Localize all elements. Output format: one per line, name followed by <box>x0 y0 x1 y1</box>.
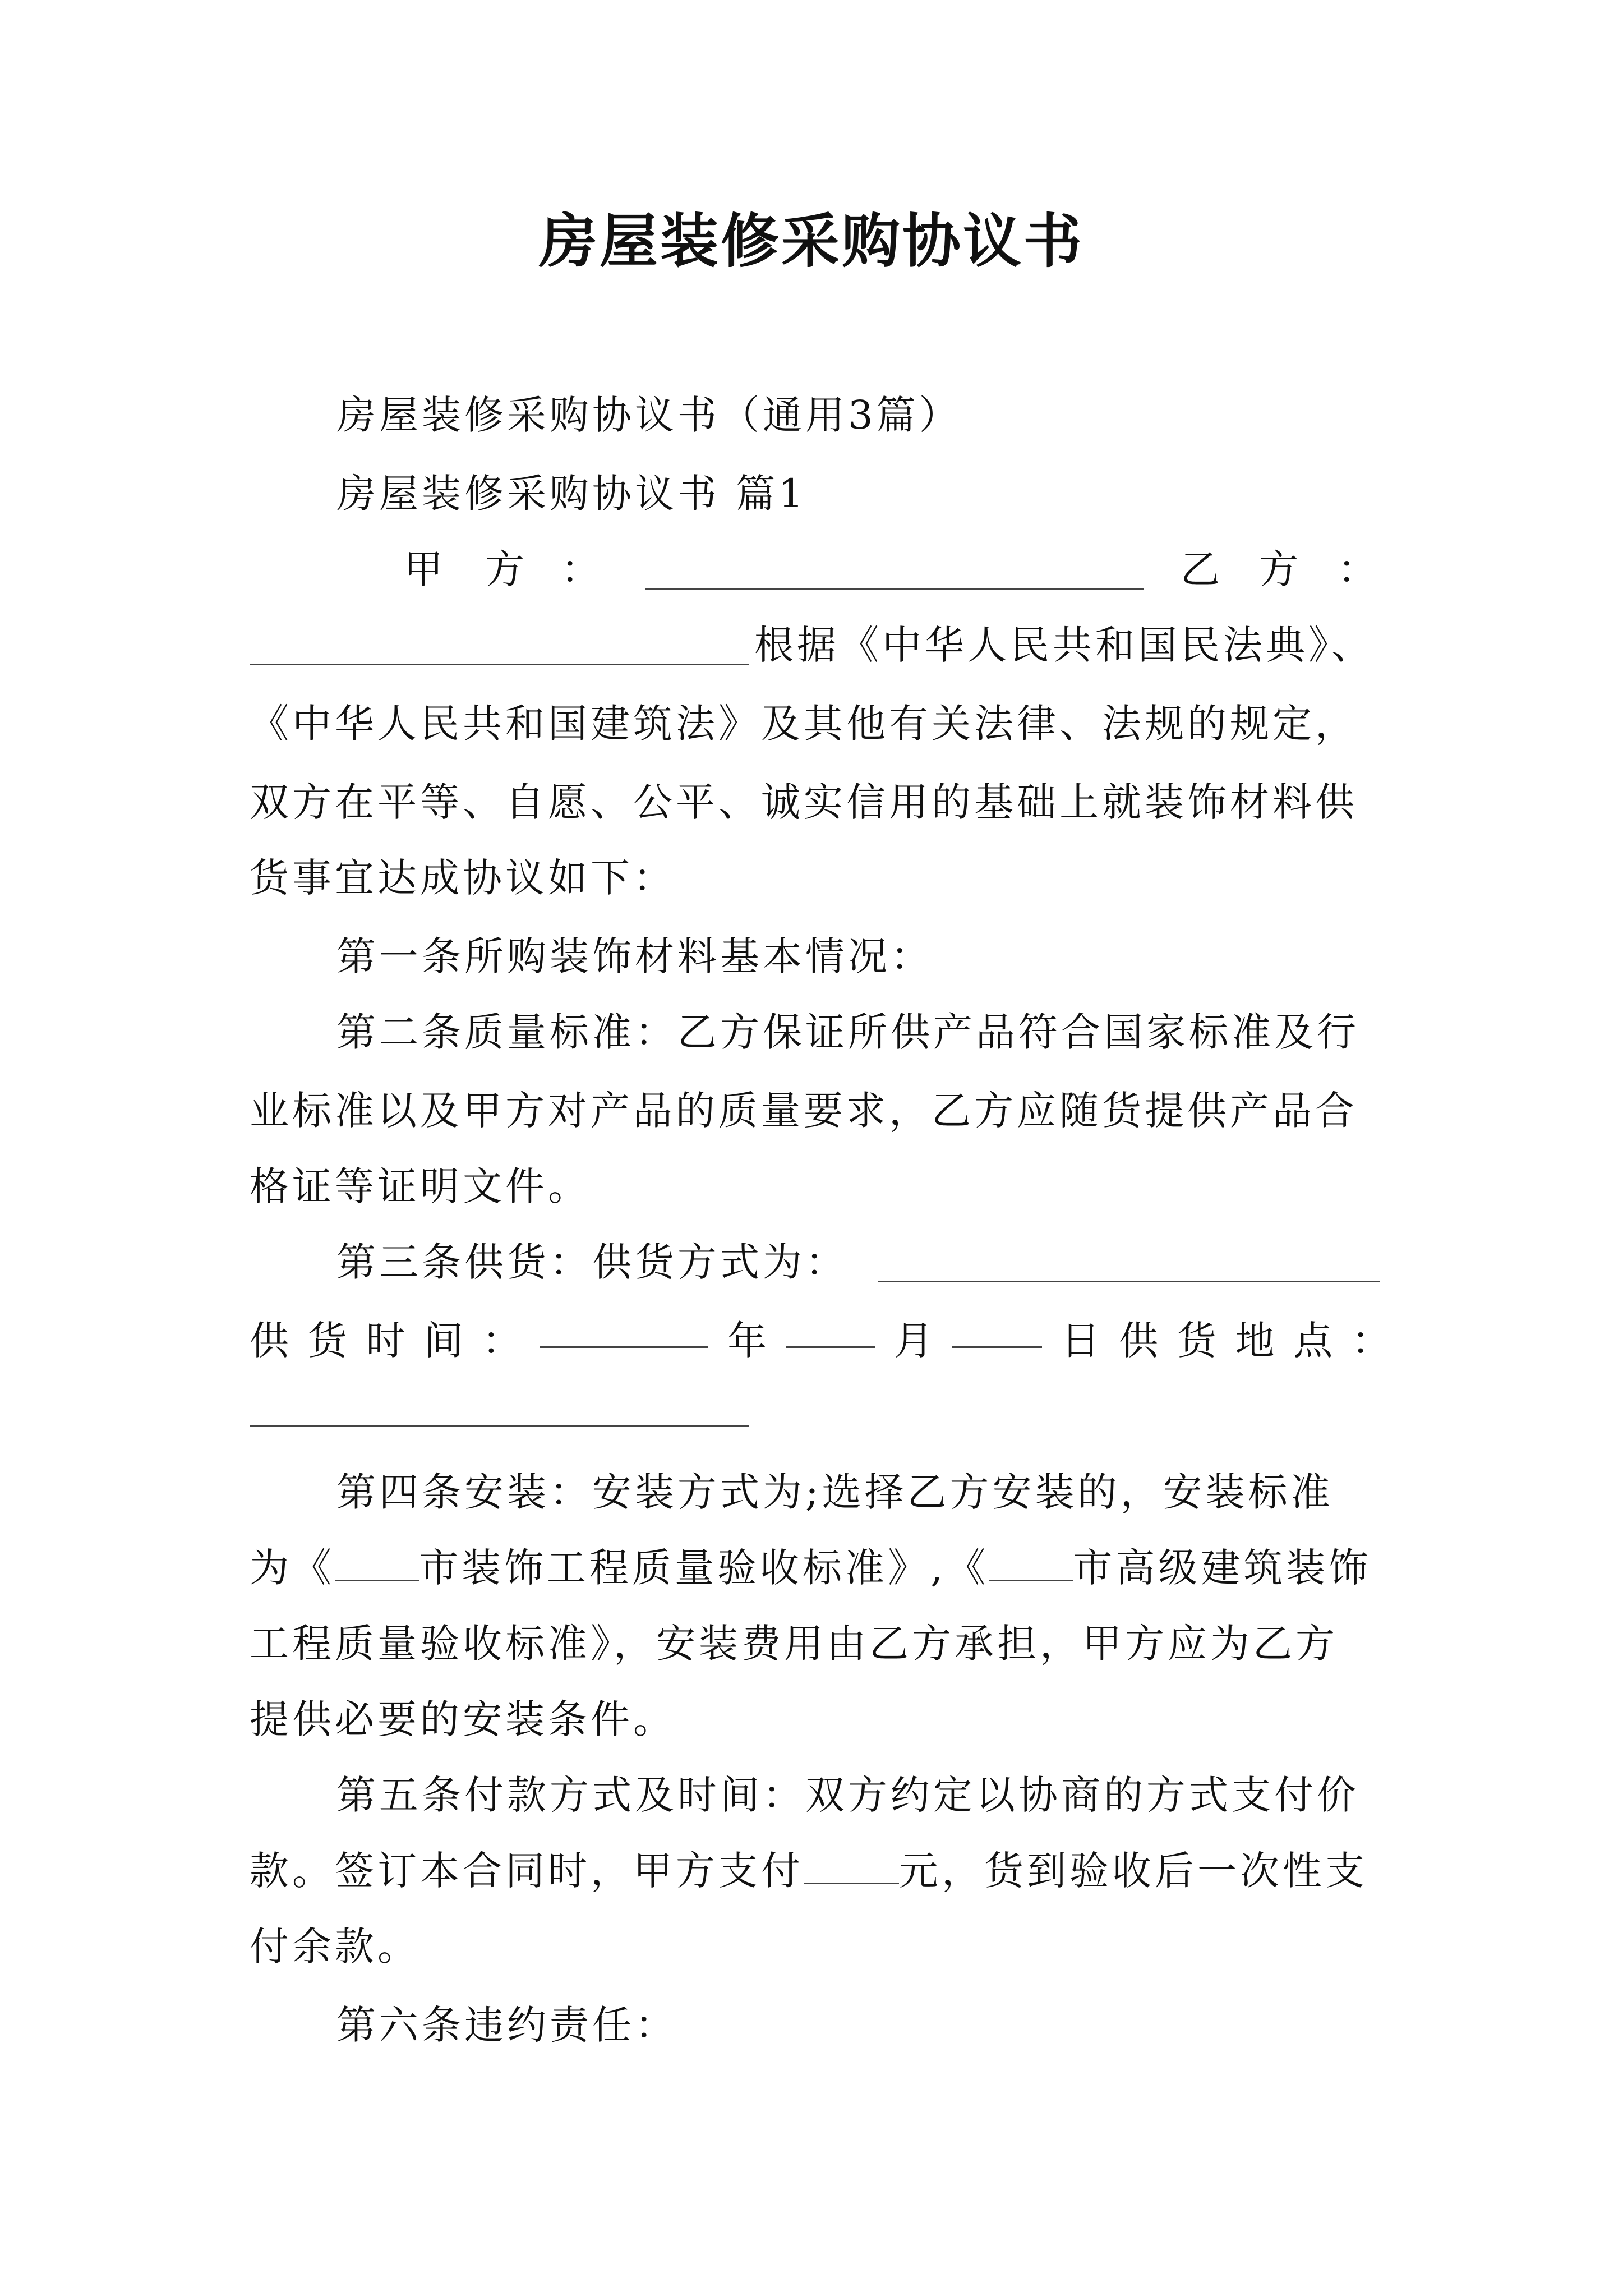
article-5-line1: 第五条付款方式及时间：双方约定以协商的方式支付价 <box>336 1772 1359 1818</box>
supply-time-c3: 时 <box>366 1318 405 1364</box>
article-4-line4: 提供必要的安装条件。 <box>250 1696 676 1742</box>
year-label: 年 <box>727 1318 767 1364</box>
day-place-c5: 点 <box>1293 1318 1333 1364</box>
supply-time-c4: 间 <box>423 1318 463 1364</box>
article-4-line1: 第四条安装：安装方式为;选择乙方安装的，安装标准 <box>336 1469 1334 1515</box>
article-1: 第一条所购装饰材料基本情况： <box>336 933 933 979</box>
article-4-line2-b: 市装饰工程质量验收标准》,《 <box>419 1545 989 1591</box>
day-place-c2: 供 <box>1119 1318 1159 1364</box>
payment-amount-blank <box>804 1849 899 1884</box>
article-5-line3: 付余款。 <box>250 1924 420 1970</box>
month-label: 月 <box>894 1318 934 1364</box>
article-2-line2: 业标准以及甲方对产品的质量要求，乙方应随货提供产品合 <box>250 1088 1358 1134</box>
city-blank-1 <box>335 1546 419 1581</box>
article-5-line2-b: 元，货到验收后一次性支 <box>899 1848 1368 1894</box>
party-a-char2: 方 <box>485 546 528 592</box>
supply-method-blank <box>878 1281 1380 1282</box>
document-subtitle: 房屋装修采购协议书（通用3篇） <box>336 392 962 438</box>
intro-line2: 《中华人民共和国建筑法》及其他有关法律、法规的规定， <box>250 701 1358 747</box>
party-b-char1: 乙 <box>1181 546 1223 592</box>
article-2-line3: 格证等证明文件。 <box>250 1163 591 1209</box>
day-blank <box>952 1313 1042 1348</box>
party-b-blank <box>250 664 749 665</box>
day-place-c6: ： <box>1351 1318 1391 1364</box>
party-a-colon: ： <box>561 546 603 592</box>
supply-time-line <box>250 1313 1391 1369</box>
article-6: 第六条违约责任： <box>336 2002 677 2048</box>
article-4-line3: 工程质量验收标准》，安装费用由乙方承担，甲方应为乙方 <box>250 1621 1338 1667</box>
month-blank <box>786 1313 875 1348</box>
intro-line1: 根据《中华人民共和国民法典》、 <box>754 622 1374 668</box>
article-4-line2-a: 为《 <box>250 1545 335 1591</box>
article-4-line2 <box>250 1540 1371 1596</box>
article-5-line2 <box>250 1843 1368 1899</box>
party-a-label <box>404 541 446 597</box>
year-blank <box>540 1313 708 1348</box>
party-b-colon: ： <box>1338 546 1380 592</box>
article-3-line1: 第三条供货：供货方式为： <box>336 1239 848 1285</box>
supply-time-c1: 供 <box>250 1318 289 1364</box>
day-place-c3: 货 <box>1177 1318 1216 1364</box>
supply-time-c5: ： <box>482 1318 522 1364</box>
city-blank-2 <box>989 1546 1073 1581</box>
article-5-line2-a: 款。签订本合同时，甲方支付 <box>250 1848 804 1894</box>
article-4-line2-c: 市高级建筑装饰 <box>1073 1545 1372 1591</box>
document-title: 房屋装修采购协议书 <box>538 206 1084 275</box>
party-a-char1: 甲 <box>404 546 446 592</box>
party-b-char2: 方 <box>1259 546 1302 592</box>
supply-time-c2: 货 <box>307 1318 347 1364</box>
article-2-line1: 第二条质量标准：乙方保证所供产品符合国家标准及行 <box>336 1009 1359 1055</box>
intro-line4: 货事宜达成协议如下： <box>250 855 676 901</box>
part-heading: 房屋装修采购协议书 篇1 <box>336 471 807 517</box>
supply-place-blank <box>250 1425 749 1427</box>
party-a-blank <box>645 588 1144 590</box>
day-place-c4: 地 <box>1235 1318 1275 1364</box>
intro-line3: 双方在平等、自愿、公平、诚实信用的基础上就装饰材料供 <box>250 779 1358 825</box>
day-place-c1: 日 <box>1061 1318 1100 1364</box>
